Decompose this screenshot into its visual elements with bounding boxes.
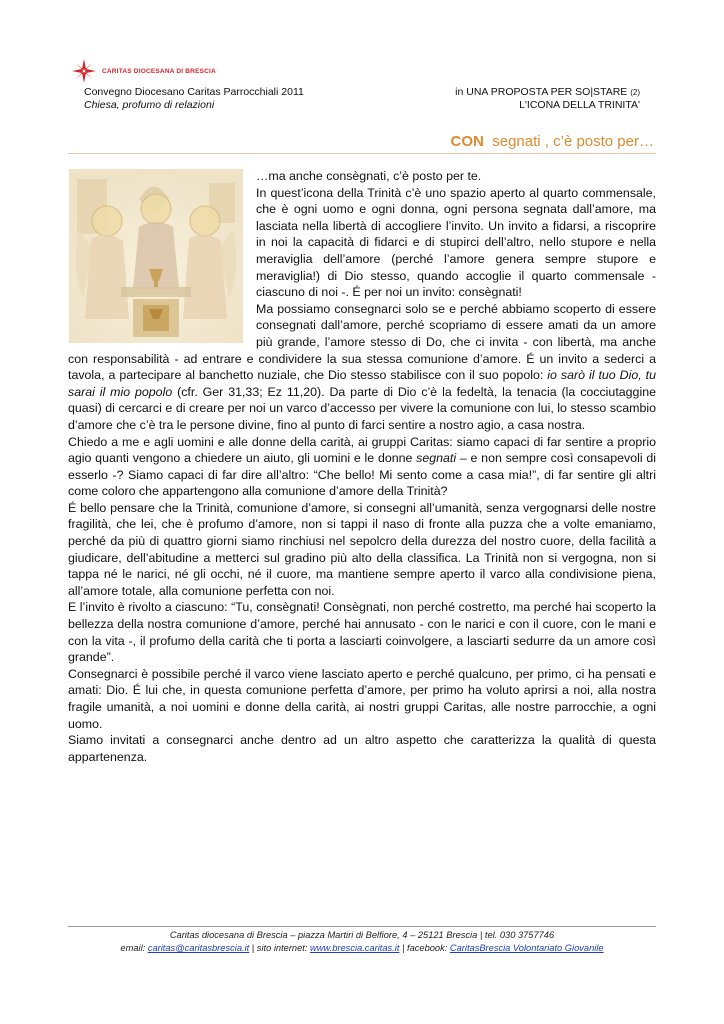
caritas-logo (70, 57, 216, 85)
image-float-space (68, 168, 256, 348)
website-link[interactable]: www.brescia.caritas.it (310, 943, 400, 953)
header-subsection: L'ICONA DELLA TRINITA' (519, 99, 640, 111)
paragraph: Consegnarci è possibile perché il varco viene lasciato aperto e perché qualcuno, per primo, ci ha pensati e amati: Dio. É lui che, in questa comunione perfetta d’amore, per primo ha voluto aprirsi a noi, alla nostra fragile umanità, a noi uomini e donne della carità, ai nostri gruppi Caritas, alle nostre parrocchie, a ogni uomo. (68, 666, 656, 731)
paragraph: In quest’icona della Trinità c’è uno spazio aperto al quarto commensale, che è ogni uomo e ogni donna, ogni persona segnata dall’amore, ma lasciata nella libertà di accogliere l’invito. Un invito a fidarsi, a riscoprire in noi la capacità di fidarci e di stupirci dell’altro, nello stupore e nella meraviglia dell’amore (perché l’amore genera sempre stupore e meraviglia!) di Dio stesso, quando accoglie il quarto commensale - ciascuno di noi -. É per noi un invito: consègnati! (256, 185, 656, 300)
paragraph-text: – e non sempre così consapevoli di esserlo -? Siamo capaci di far dire all’altro: “Che bello! Mi sento come a casa mia!”, di far sentire gli altri come coloro che appartengono alla comunione d’amore della Trinità? (68, 451, 656, 499)
paragraph: …ma anche consègnati, c’è posto per te. (256, 169, 482, 183)
footer-address: Caritas diocesana di Brescia – piazza Martiri di Belfiore, 4 – 25121 Brescia | tel. 030 3757746 (169, 930, 555, 940)
footer (68, 929, 656, 955)
title-rest: segnati , c’è posto per… (492, 133, 654, 150)
article-body (68, 168, 656, 765)
paragraph: E l’invito è rivolto a ciascuno: “Tu, consègnati! Consègnati, non perché costretto, ma perché hai scoperto la bellezza della nostra comunione d’amore, perché hai annusato - con le narici e con il cuore, con le mani e con la vita -, il profumo della carità che ti porta a lasciarti coinvolgere, a lasciarti sedurre da un amore così grande”. (68, 600, 656, 665)
bible-quote: io sarò il tuo Dio, tu sarai il mio popolo (68, 368, 657, 399)
header-right (455, 86, 640, 112)
title-divider (68, 153, 656, 154)
paragraph-text: Chiedo a me e agli uomini e alle donne della carità, ai gruppi Caritas: siamo capaci di far sentire a proprio agio quanti vengono a chiedere un aiuto, gli uomini e le donne (68, 434, 656, 466)
header-section-text: in UNA PROPOSTA PER SO|STARE (455, 86, 628, 98)
title-bold: CON (450, 133, 484, 150)
footer-divider (68, 926, 656, 927)
footer-contacts (68, 942, 656, 955)
header-section (455, 86, 640, 99)
page-title (451, 133, 654, 150)
paragraph (68, 434, 656, 500)
logo-text: CARITAS DIOCESANA DI BRESCIA (102, 67, 216, 75)
header-event: Convegno Diocesano Caritas Parrocchiali 2011 (84, 86, 304, 98)
site-label: | sito internet: (249, 943, 311, 953)
header-section-number: (2) (630, 88, 640, 97)
caritas-cross-icon (70, 57, 98, 85)
email-label: email: (120, 943, 148, 953)
emphasis: segnati (416, 451, 457, 466)
email-link[interactable]: caritas@caritasbrescia.it (147, 943, 250, 953)
facebook-label: | facebook: (399, 943, 450, 953)
paragraph: É bello pensare che la Trinità, comunione d’amore, si consegni all’umanità, senza vergognarsi delle nostre fragilità, che lei, che è profumo d’amore, non si tappi il naso di fronte alla puzza che a volte emaniamo, perché da più di quattro giorni siamo rinchiusi nel sepolcro della durezza del nostro cuore, della facilità a giudicare, dell’abitudine a metterci sul gradino più alto della classifica. La Trinità non si vergogna, non si tappa né le narici, né gli occhi, né il cuore, ma mantiene sempre aperto il varco alla condivisione piena, all’amore totale, alla comunione perfetta con noi. (68, 500, 656, 598)
paragraph-text: (cfr. Ger 31,33; Ez 11,20). Da parte di Dio c’è la fedeltà, la tenacia (la cocciutaggine quasi) di cercarci e di creare per noi un varco d’accesso per vivere la comunione con lui, lo stesso scambio d’amore che c’è tra le persone divine, fino al punto di farci sentire a nostro agio, a casa nostra. (68, 384, 656, 432)
paragraph: Siamo invitati a consegnarci anche dentro ad un altro aspetto che caratterizza la qualità di questa appartenenza. (68, 733, 656, 764)
facebook-link[interactable]: CaritasBrescia Volontariato Giovanile (449, 943, 604, 953)
header-theme: Chiesa, profumo di relazioni (84, 99, 215, 111)
header-left (84, 86, 304, 112)
paragraph-text: Ma possiamo consegnarci solo se e perché abbiamo scoperto di essere consegnati dall’amore, perché scopriamo di essere amati da un amore più grande, l’amore stesso di Do, che ci invita - con libertà, ma anche con responsabilità - ad entrare e condividere la sua stessa comunione d’amore. É un invito a sederci a tavola, a partecipare al banchetto nuziale, che Dio stesso stabilisce con il suo popolo: (68, 301, 656, 383)
